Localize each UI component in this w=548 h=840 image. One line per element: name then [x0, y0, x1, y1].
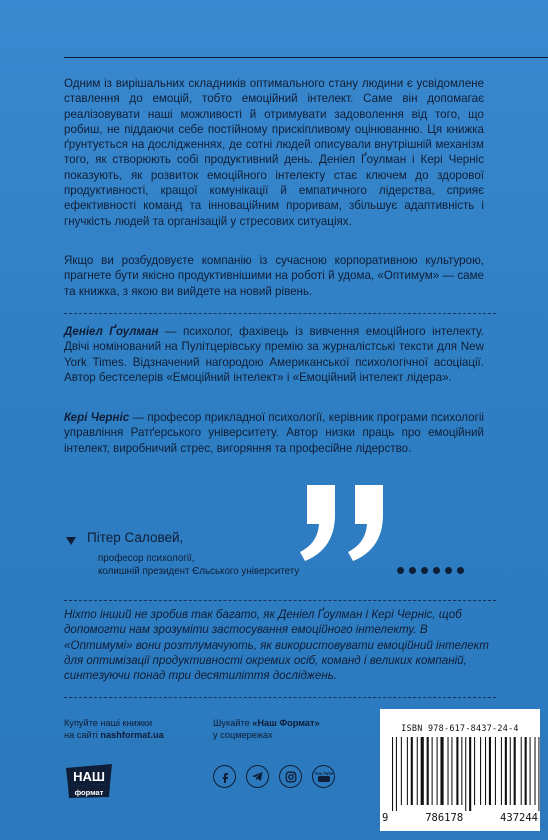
barcode-bar	[417, 737, 418, 805]
youtube-icon[interactable]	[312, 765, 335, 788]
search-line-1	[213, 717, 320, 729]
barcode-bar	[489, 737, 491, 805]
author-bio-text: — психолог, фахівець із вивчення емоційного інтелекту. Двічі номінований на Пулітцерівську премію за журналістські тексти для New York Times. Відзначений нагородою Американської психологічної асоціації. Автор бестселерів «Емоційний інтелект» і «Емоційний інтелект лідера».	[64, 325, 484, 384]
author-bio-cherniss	[64, 410, 484, 456]
buy-info	[64, 717, 164, 741]
quote-author-role: професор психології,	[98, 553, 195, 564]
author-bio-text: — професор прикладної психології, керівник програми психологіі управління Ратґерського університету. Автор низки праць про емоційний інтелект, виробничий стрес, вигоряння та професійне лідерство.	[64, 411, 484, 455]
barcode-bar	[411, 737, 413, 805]
description-paragraph-1: Одним із вирішальних складників оптимального стану людини є усвідомлене ставлення до емоцій, тобто емоційний інтелект. Саме він допомагає реалізовувати наші можливості й отримувати задоволення від того, що робиш, не піддаючи себе постійному прискіпливому оцінюванню. Ця книжка ґрунтується на дослідженнях, де сотні людей описували внутрішній механізм того, як створюють собі продуктивний день. Деніел Ґоулман і Кері Черніс показують, як розвиток емоційного інтелекту стає ключем до здорової продуктивності, кращої комунікації й емпатичного лідерства, сприяє ефективності команд та інноваційним проривам, збільшує адаптивність і гнучкість людей та організацій у стресових ситуаціях.	[64, 77, 484, 228]
nash-format-logo	[64, 764, 114, 798]
buy-line-1: Купуйте наші книжки	[64, 718, 153, 728]
barcode-bar	[427, 737, 429, 805]
brand-name: «Наш Формат»	[252, 718, 320, 728]
dot	[457, 567, 464, 574]
isbn-barcode-box	[380, 709, 540, 831]
search-prefix: Шукайте	[213, 718, 253, 728]
barcode-bar	[432, 737, 433, 805]
barcode-bar	[461, 737, 462, 805]
author-name: Кері Черніс	[64, 411, 130, 424]
barcode-bar	[448, 737, 449, 805]
ean-left-digits: 786178	[425, 812, 464, 824]
dot	[409, 567, 416, 574]
dashed-divider	[64, 313, 496, 314]
buy-line-2	[64, 729, 164, 741]
dot	[445, 567, 452, 574]
barcode-bar	[530, 737, 531, 805]
barcode-bar	[451, 737, 452, 805]
barcode-bar	[505, 737, 507, 805]
description-paragraph-2: Якщо ви розбудовуєте компанію із сучасною корпоративною культурою, прагнете бути якісно продуктивнішими на роботі й удома, «Оптимум» — саме та книжка, з якою ви вийдете на новий рівень.	[64, 254, 484, 298]
barcode-bar	[474, 737, 475, 805]
dot	[433, 567, 440, 574]
barcode-bar	[495, 737, 496, 805]
dot	[421, 567, 428, 574]
dashed-divider	[64, 600, 496, 601]
triangle-bullet-icon	[66, 537, 76, 545]
quote-author: Пітер Саловей,	[87, 530, 184, 545]
barcode-bar	[501, 737, 502, 805]
quote-author-role: колишній президент Єльського університету	[98, 566, 300, 577]
facebook-icon[interactable]	[213, 765, 236, 788]
search-line-2: у соцмережах	[213, 730, 273, 740]
barcode-bar	[396, 737, 397, 811]
barcode-bar	[437, 737, 438, 805]
ean-digits	[382, 812, 538, 824]
dot	[397, 567, 404, 574]
barcode-bar	[514, 737, 516, 805]
barcode-bar	[392, 737, 393, 811]
barcode-bar	[440, 737, 443, 805]
barcode-bar	[521, 737, 522, 805]
barcode-bar	[535, 737, 536, 805]
barcode	[390, 737, 532, 811]
barcode-bar	[538, 737, 539, 811]
barcode-bar	[421, 737, 424, 805]
isbn-text: ISBN 978-617-8437-24-4	[401, 723, 519, 733]
telegram-icon[interactable]	[246, 765, 269, 788]
decorative-dots	[397, 567, 464, 574]
logo-text-top: НАШ	[73, 769, 105, 784]
author-name: Деніел Ґоулман	[64, 325, 159, 338]
ean-right-digits: 437244	[500, 812, 538, 824]
buy-prefix: на сайті	[64, 730, 101, 740]
author-bio-goleman	[64, 324, 484, 385]
instagram-icon[interactable]	[279, 765, 302, 788]
quote-text: Ніхто інший не зробив так багато, як Деніел Ґоулман і Кері Черніс, щоб допомогти нам зрозуміти застосування емоційного інтелекту. В «Оптимумі» вони розтлумачують, як використовувати емоційний інтелект для оптимізації продуктивності окремих осіб, команд і великих компаній, синтезуючи понад три десятиліття досліджень.	[64, 608, 489, 683]
logo-text-bottom: формат	[74, 788, 104, 797]
barcode-bar	[510, 737, 511, 805]
barcode-bar	[465, 737, 466, 811]
social-search-info	[213, 717, 320, 741]
ean-first-digit: 9	[382, 812, 389, 824]
youtube-label: You Tube	[314, 770, 333, 776]
barcode-bar	[401, 737, 402, 805]
top-rule	[64, 57, 548, 58]
barcode-bar	[469, 737, 471, 811]
dashed-divider	[64, 697, 496, 698]
quotation-mark-icon	[297, 477, 397, 567]
barcode-bar	[485, 737, 486, 805]
barcode-bar	[480, 737, 481, 805]
barcode-bar	[525, 737, 527, 805]
site-link[interactable]: nashformat.ua	[100, 730, 164, 740]
barcode-bar	[407, 737, 408, 805]
barcode-bar	[456, 737, 458, 805]
social-icons	[213, 765, 335, 788]
